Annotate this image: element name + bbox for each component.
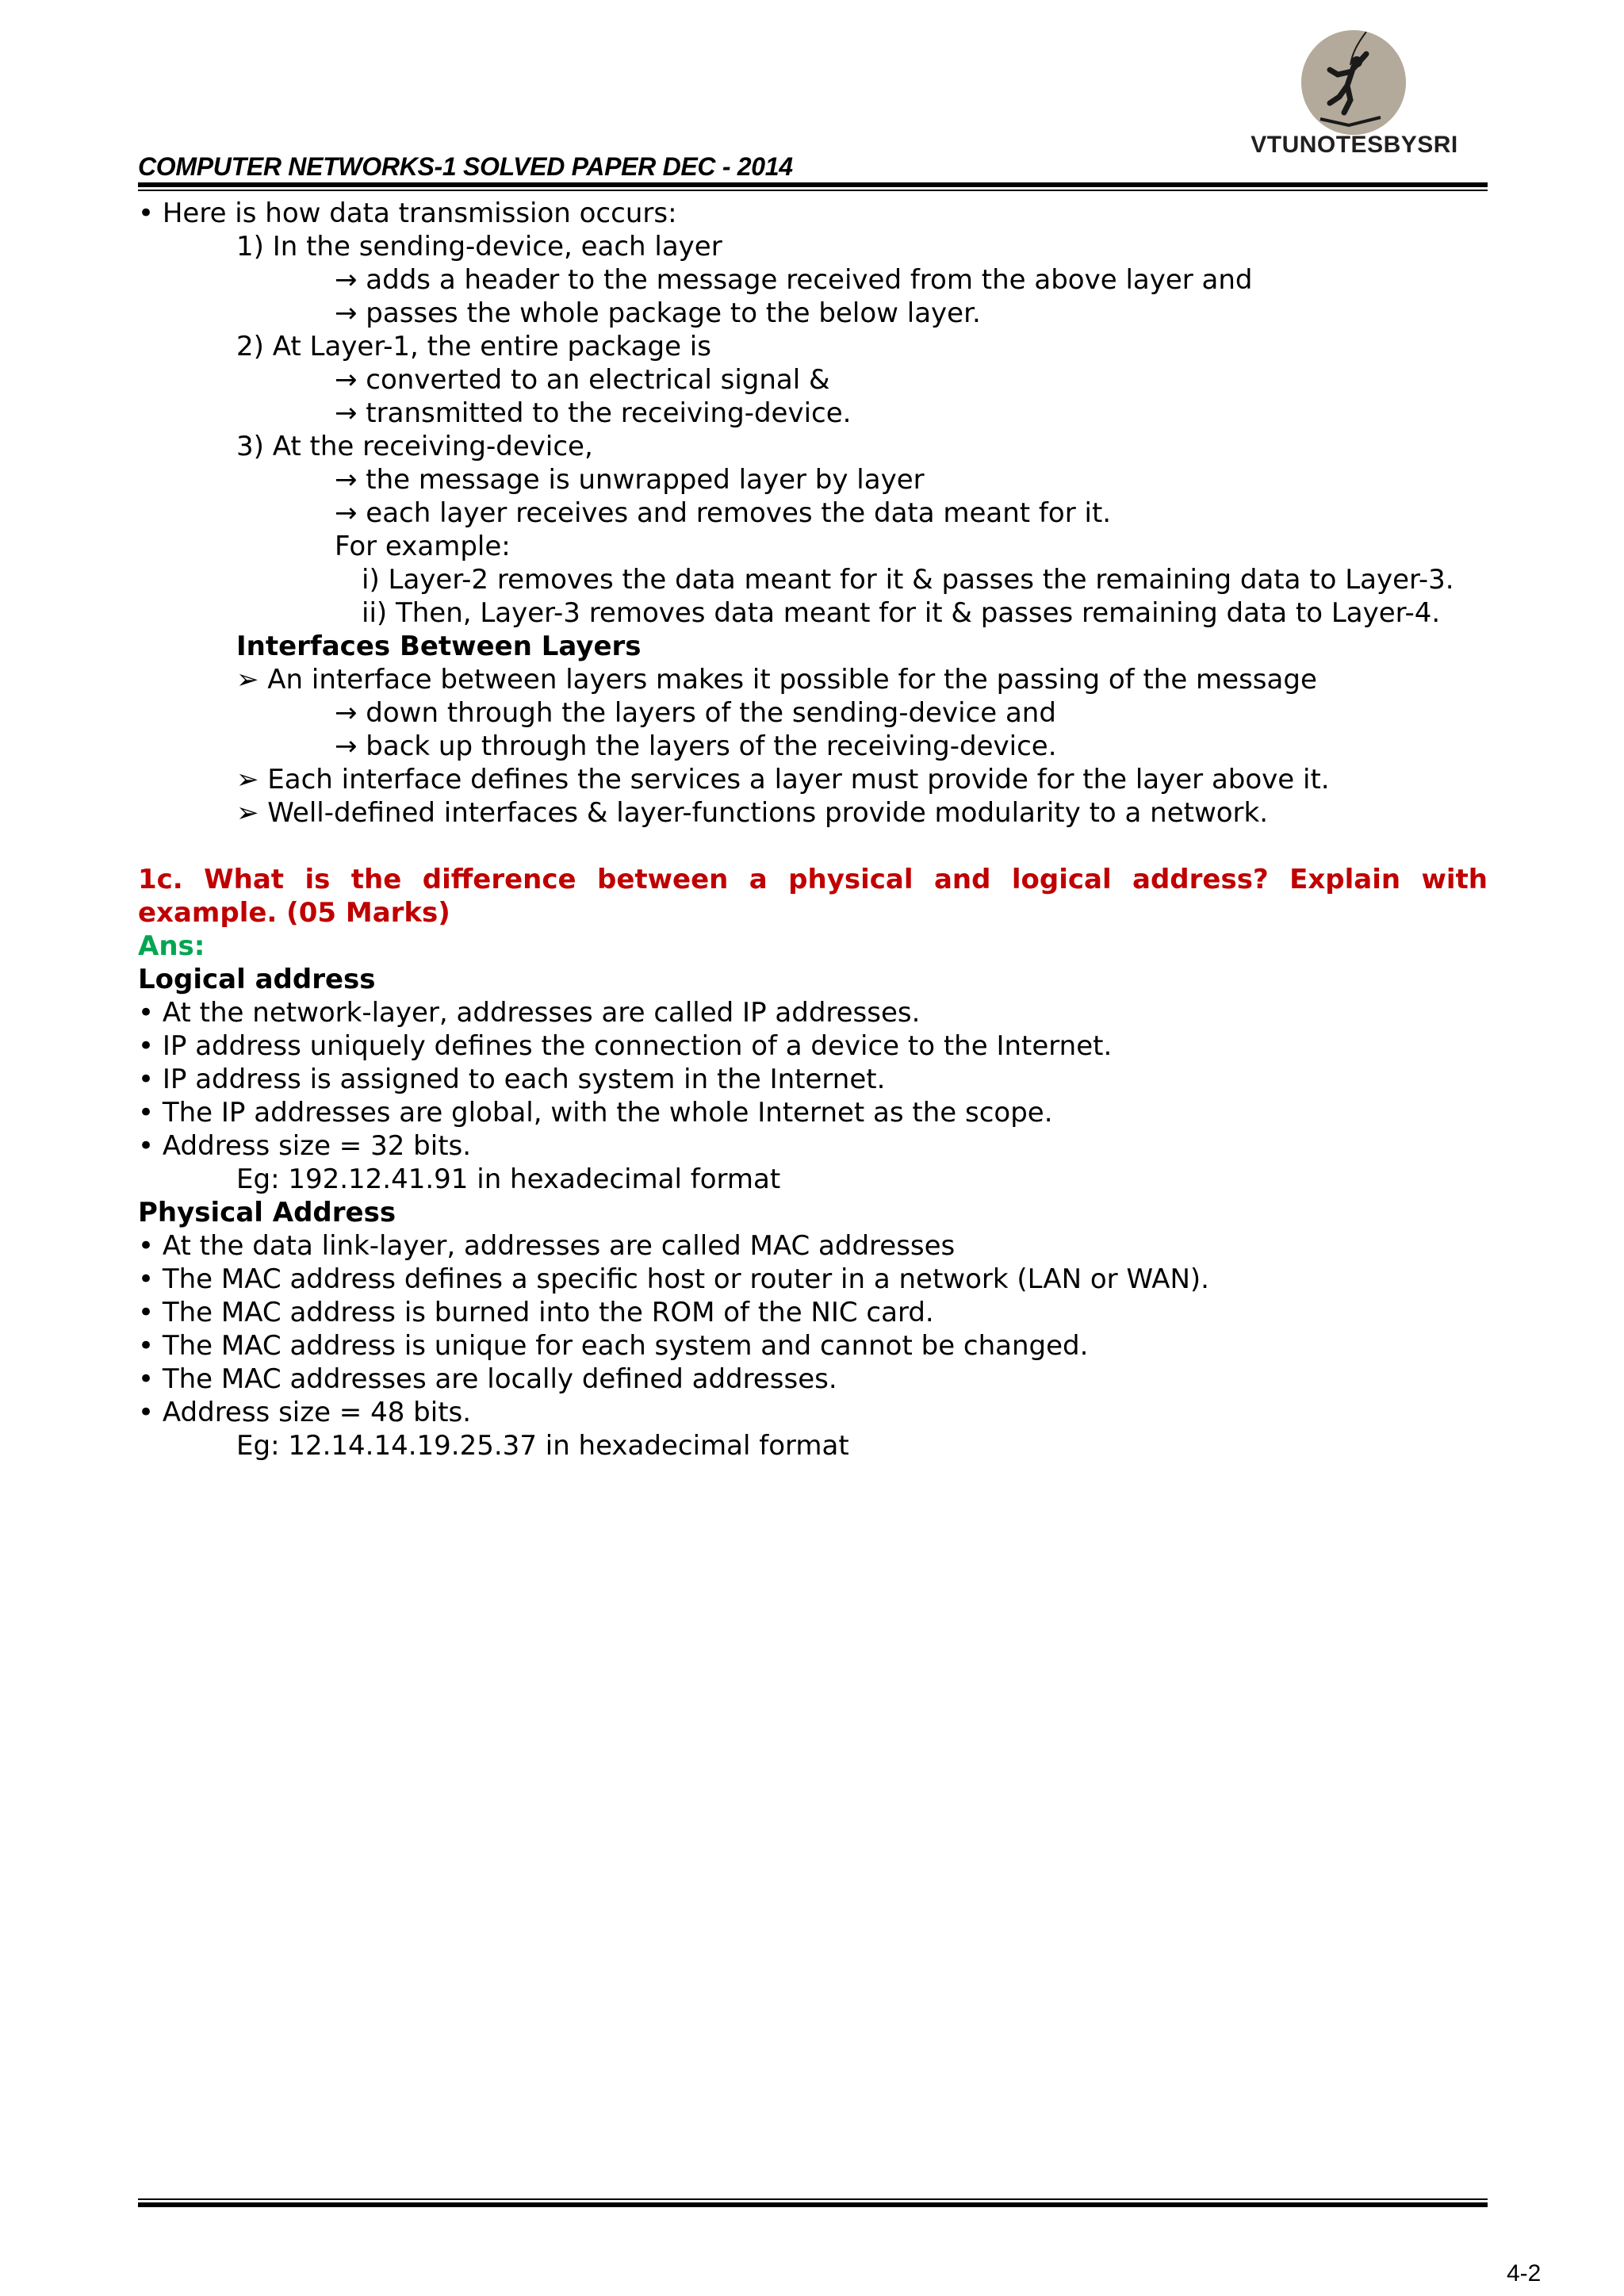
text-line: → back up through the layers of the receiving-device. <box>335 730 1057 762</box>
text-line: • IP address uniquely defines the connection of a device to the Internet. <box>138 1030 1113 1062</box>
text-line: Eg: 192.12.41.91 in hexadecimal format <box>236 1163 781 1195</box>
text-line: → transmitted to the receiving-device. <box>335 397 852 429</box>
text-line: • Here is how data transmission occurs: <box>138 197 677 229</box>
text-line: • The MAC addresses are locally defined addresses. <box>138 1363 837 1395</box>
text-line: → each layer receives and removes the data meant for it. <box>335 497 1112 529</box>
text-line: • Address size = 32 bits. <box>138 1130 472 1162</box>
text-line: → passes the whole package to the below layer. <box>335 297 981 329</box>
question-heading-cont: example. (05 Marks) <box>138 897 450 929</box>
climber-logo-icon <box>1301 30 1406 135</box>
text-line: Eg: 12.14.14.19.25.37 in hexadecimal format <box>236 1430 849 1462</box>
text-line: ➢ Well-defined interfaces & layer-functions provide modularity to a network. <box>236 797 1269 829</box>
text-line: • The MAC address is burned into the ROM of the NIC card. <box>138 1297 934 1328</box>
text-line: • Address size = 48 bits. <box>138 1397 472 1428</box>
text-line: • The MAC address defines a specific host or router in a network (LAN or WAN). <box>138 1263 1209 1295</box>
text-line: i) Layer-2 removes the data meant for it & passes the remaining data to Layer-3. <box>362 564 1454 596</box>
text-line: 3) At the receiving-device, <box>236 431 593 462</box>
answer-label: Ans: <box>138 930 205 962</box>
page-number: 4-2 <box>1507 2260 1542 2286</box>
spacer <box>138 830 1488 863</box>
section-heading: Interfaces Between Layers <box>236 631 642 662</box>
header-rule <box>138 182 1488 187</box>
text-line: • At the network-layer, addresses are called IP addresses. <box>138 997 921 1029</box>
rock-climber-icon <box>1301 30 1406 135</box>
section-heading: Physical Address <box>138 1197 396 1228</box>
text-line: → adds a header to the message received from the above layer and <box>335 264 1253 296</box>
logo-text: VTUNOTESBYSRI <box>1251 132 1458 158</box>
document-body <box>138 197 1488 1462</box>
text-line: For example: <box>335 531 511 562</box>
text-line: 1) In the sending-device, each layer <box>236 231 722 263</box>
text-line: • The MAC address is unique for each system and cannot be changed. <box>138 1330 1089 1362</box>
page-title: COMPUTER NETWORKS-1 SOLVED PAPER DEC - 2014 <box>138 152 793 181</box>
text-line: • IP address is assigned to each system in the Internet. <box>138 1064 886 1095</box>
text-line: → converted to an electrical signal & <box>335 364 830 396</box>
text-line: ➢ An interface between layers makes it possible for the passing of the message <box>236 664 1317 696</box>
footer-rule <box>138 2202 1488 2207</box>
text-line: → the message is unwrapped layer by layer <box>335 464 925 496</box>
question-heading: 1c. What is the difference between a physical and logical address? Explain with <box>138 864 1488 895</box>
text-line: → down through the layers of the sending-device and <box>335 697 1056 729</box>
text-line: ➢ Each interface defines the services a layer must provide for the layer above it. <box>236 764 1330 795</box>
text-line: ii) Then, Layer-3 removes data meant for it & passes remaining data to Layer-4. <box>362 597 1441 629</box>
section-heading: Logical address <box>138 964 376 995</box>
text-line: • The IP addresses are global, with the whole Internet as the scope. <box>138 1097 1053 1129</box>
text-line: 2) At Layer-1, the entire package is <box>236 331 711 362</box>
header-rule-thin <box>138 190 1488 191</box>
footer-rule-thin <box>138 2198 1488 2200</box>
text-line: • At the data link-layer, addresses are called MAC addresses <box>138 1230 956 1262</box>
